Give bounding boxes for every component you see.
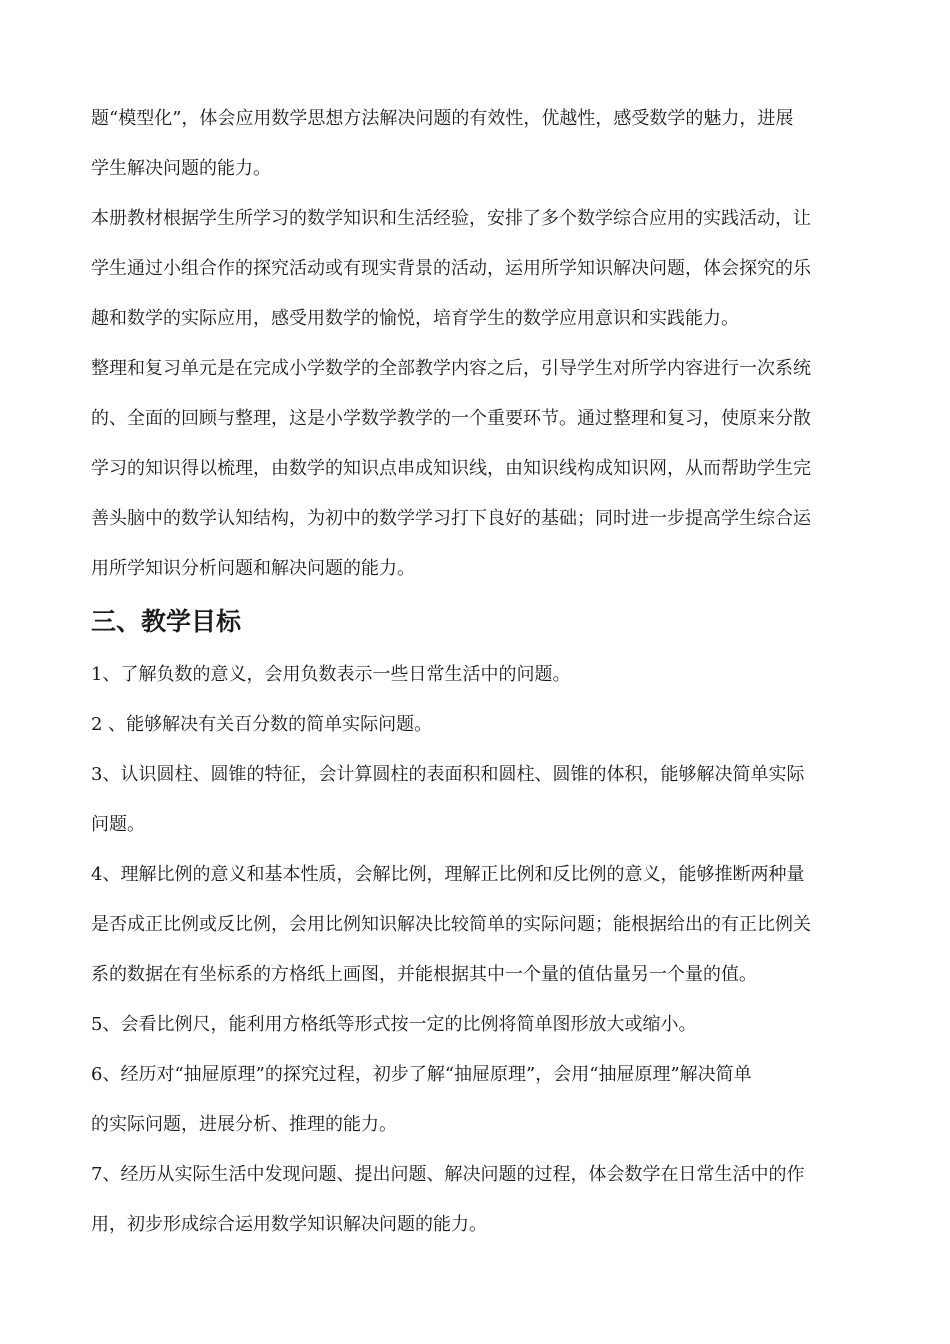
- text-line: 是否成正比例或反比例，会用比例知识解决比较简单的实际问题；能根据给出的有正比例关: [91, 914, 811, 935]
- goal-3: [91, 750, 861, 850]
- text-line: 的实际问题，进展分析、推理的能力。: [91, 1114, 397, 1135]
- paragraph-2: [91, 194, 861, 344]
- goal-2: [91, 700, 861, 750]
- text-line: 用所学知识分析问题和解决问题的能力。: [91, 558, 415, 579]
- text-line: 的、全面的回顾与整理，这是小学数学教学的一个重要环节。通过整理和复习，使原来分散: [91, 408, 811, 429]
- text-line: 7、经历从实际生活中发现问题、提出问题、解决问题的过程，体会数学在日常生活中的作: [91, 1164, 805, 1185]
- goal-1: [91, 650, 861, 700]
- text-line: 善头脑中的数学认知结构，为初中的数学学习打下良好的基础；同时进一步提高学生综合运: [91, 508, 811, 529]
- goal-7: [91, 1150, 861, 1250]
- text-line: 本册教材根据学生所学习的数学知识和生活经验，安排了多个数学综合应用的实践活动，让: [91, 208, 811, 229]
- text-line: 4、理解比例的意义和基本性质，会解比例，理解正比例和反比例的意义，能够推断两种量: [91, 864, 805, 885]
- text-line: 学生通过小组合作的探究活动或有现实背景的活动，运用所学知识解决问题，体会探究的乐: [91, 258, 811, 279]
- text-line: 问题。: [91, 814, 145, 835]
- goal-6: [91, 1050, 861, 1150]
- section-heading: 三、教学目标: [91, 607, 242, 636]
- text-line: 用，初步形成综合运用数学知识解决问题的能力。: [91, 1214, 487, 1235]
- text-line: 学生解决问题的能力。: [91, 158, 271, 179]
- text-line: 题“模型化”，体会应用数学思想方法解决问题的有效性，优越性，感受数学的魅力，进展: [91, 108, 794, 129]
- text-line: 3、认识圆柱、圆锥的特征，会计算圆柱的表面积和圆柱、圆锥的体积，能够解决简单实际: [91, 764, 805, 785]
- text-line: 整理和复习单元是在完成小学数学的全部教学内容之后，引导学生对所学内容进行一次系统: [91, 358, 811, 379]
- text-line: 1、了解负数的意义，会用负数表示一些日常生活中的问题。: [91, 664, 571, 685]
- goal-4: [91, 850, 861, 1000]
- text-line: 6、经历对“抽屉原理”的探究过程，初步了解“抽屉原理”，会用“抽屉原理”解决简单: [91, 1064, 752, 1085]
- text-line: 趣和数学的实际应用，感受用数学的愉悦，培育学生的数学应用意识和实践能力。: [91, 308, 739, 329]
- text-line: 2 、能够解决有关百分数的简单实际问题。: [91, 714, 433, 735]
- text-line: 学习的知识得以梳理，由数学的知识点串成知识线，由知识线构成知识网，从而帮助学生完: [91, 458, 811, 479]
- paragraph-3: [91, 344, 861, 594]
- goal-5: [91, 1000, 861, 1050]
- text-line: 系的数据在有坐标系的方格纸上画图，并能根据其中一个量的值估量另一个量的值。: [91, 964, 757, 985]
- paragraph-1: [91, 94, 861, 194]
- document-page: [91, 94, 861, 1250]
- text-line: 5、会看比例尺，能利用方格纸等形式按一定的比例将简单图形放大或缩小。: [91, 1014, 697, 1035]
